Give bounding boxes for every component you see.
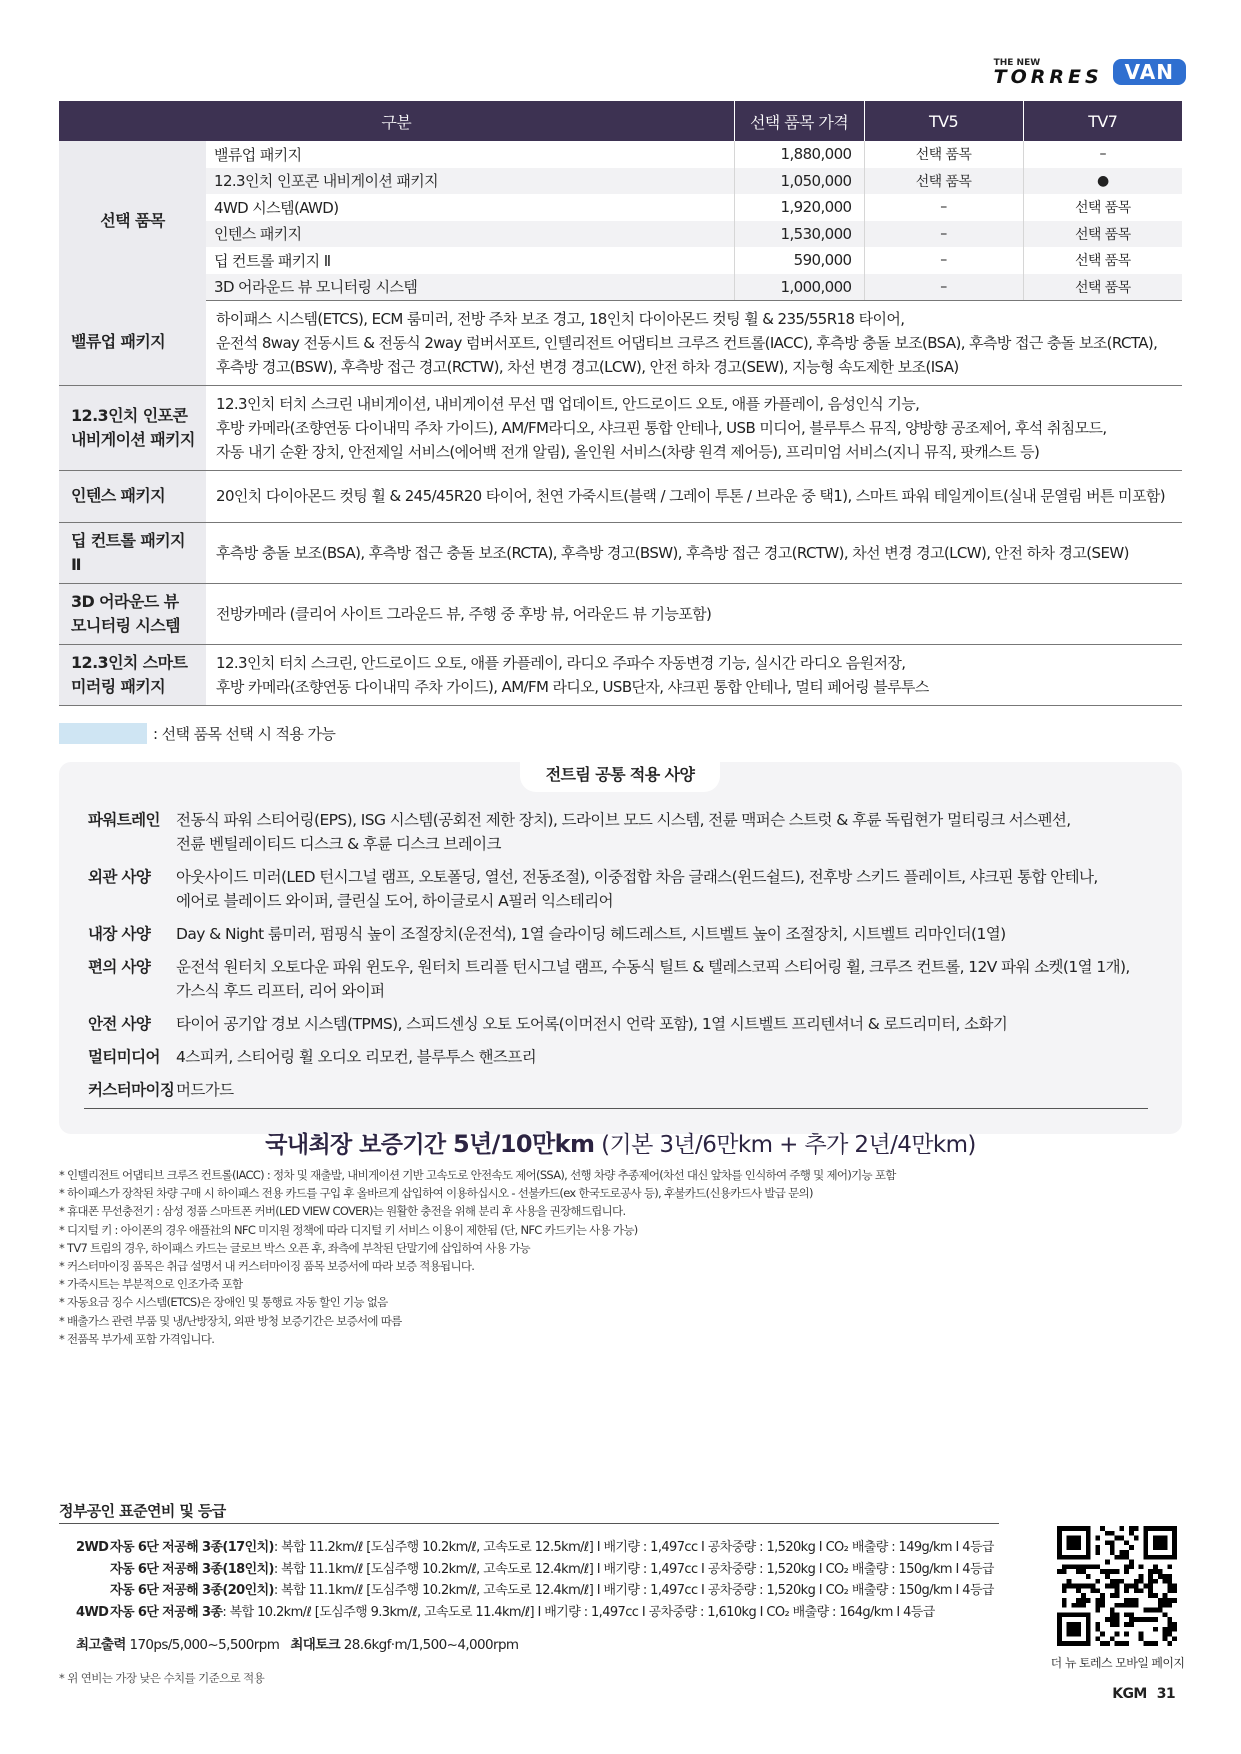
package-label: 인텐스 패키지: [59, 470, 206, 522]
legend: [59, 723, 335, 744]
footnote: * 디지털 키 : 아이폰의 경우 애플社의 NFC 미지원 정책에 따라 디지털 키 서비스 이용이 제한됨 (단, NFC 카드키는 사용 가능): [59, 1222, 638, 1237]
power-label: 최고출력: [76, 1637, 126, 1653]
common-spec-label: 커스터마이징: [88, 1081, 175, 1099]
option-price: 1,920,000: [734, 194, 864, 221]
fuel-list: [76, 1537, 994, 1623]
common-spec-row: [88, 1012, 1178, 1036]
package-description: 하이패스 시스템(ETCS), ECM 룸미러, 전방 주차 보조 경고, 18인치 다이아몬드 컷팅 휠 & 235/55R18 타이어, 운전석 8way 전동시트 & 전동식 2way 럼버서포트, 인텔리전트 어댑티브 크루즈 컨트롤(IACC), 후측방 충돌 보조(BSA), 후측방 접근 충돌 보조(RCTA), 후측방 경고(BSW), 후측방 접근 경고(RCTW), 차선 변경 경고(LCW), 안전 하차 경고(SEW), 지능형 속도제한 보조(ISA): [206, 300, 1182, 385]
option-tv7: ●: [1023, 168, 1182, 195]
option-tv5: –: [864, 247, 1023, 274]
package-description: 12.3인치 터치 스크린 내비게이션, 내비게이션 무선 맵 업데이트, 안드로이드 오토, 애플 카플레이, 음성인식 기능, 후방 카메라(조향연동 다이내믹 주차 가이드), AM/FM라디오, 샤크핀 통합 안테나, USB 미디어, 블루투스 뮤직, 양방향 공조제어, 후석 취침모드, 자동 내기 순환 장치, 안전제일 서비스(에어백 전개 알림), 올인원 서비스(차량 원격 제어등), 프리미엄 서비스(지니 뮤직, 팟캐스트 등): [206, 385, 1182, 470]
footnote: * 전품목 부가세 포함 가격입니다.: [59, 1331, 215, 1346]
option-name: 밸류업 패키지: [206, 141, 734, 168]
option-tv7: 선택 품목: [1023, 221, 1182, 248]
table-header: [59, 101, 1182, 141]
option-price: 1,880,000: [734, 141, 864, 168]
package-label: 3D 어라운드 뷰 모니터링 시스템: [59, 583, 206, 644]
footer-brand: KGM: [1112, 1686, 1147, 1702]
brand-badge: VAN: [1113, 59, 1186, 85]
common-spec-title: 전트림 공통 적용 사양: [520, 758, 720, 792]
fuel-drive: 4WD: [76, 1604, 109, 1620]
qr-code[interactable]: [1057, 1526, 1177, 1646]
common-spec-label: 편의 사양: [88, 958, 151, 976]
option-price: 590,000: [734, 247, 864, 274]
common-spec-text: 아웃사이드 미러(LED 턴시그널 램프, 오토폴딩, 열선, 전동조절), 이중접합 차음 글래스(윈드쉴드), 전후방 스키드 플레이트, 샤크핀 통합 안테나, 에어로 블레이드 와이퍼, 클린실 도어, 하이글로시 A필러 익스테리어: [176, 868, 1098, 910]
option-row: [59, 247, 1182, 274]
package-row: [59, 470, 1182, 522]
option-name: 12.3인치 인포콘 내비게이션 패키지: [206, 168, 734, 195]
package-description: 20인치 다이아몬드 컷팅 휠 & 245/45R20 타이어, 천연 가죽시트(블랙 / 그레이 투톤 / 브라운 중 택1), 스마트 파워 테일게이트(실내 문열림 버튼 미포함): [206, 470, 1182, 522]
common-spec-label: 파워트레인: [88, 811, 160, 829]
footnote: * 휴대폰 무선충전기 : 삼성 정품 스마트폰 커버(LED VIEW COVER)는 원활한 충전을 위해 분리 후 사용을 권장해드립니다.: [59, 1204, 626, 1219]
fuel-spec: : 복합 11.1km/ℓ [도심주행 10.2km/ℓ, 고속도로 12.4km/ℓ] I 배기량 : 1,497cc I 공차중량 : 1,520kg I CO₂ 배출량 : 150g/km I 4등급: [273, 1583, 994, 1598]
common-spec-label: 멀티미디어: [88, 1048, 160, 1066]
option-name: 3D 어라운드 뷰 모니터링 시스템: [206, 274, 734, 301]
footnote: * 가죽시트는 부분적으로 인조가죽 포함: [59, 1277, 243, 1292]
package-description: 전방카메라 (클리어 사이트 그라운드 뷰, 주행 중 후방 뷰, 어라운드 뷰 기능포함): [206, 583, 1182, 644]
brand-small: THE NEW: [993, 58, 1041, 68]
option-name: 4WD 시스템(AWD): [206, 194, 734, 221]
option-tv5: –: [864, 274, 1023, 301]
option-tv5: –: [864, 221, 1023, 248]
fuel-drive: 2WD: [76, 1540, 109, 1555]
torque-value: 28.6kgf·m/1,500~4,000rpm: [340, 1637, 519, 1653]
option-row: [59, 168, 1182, 195]
fuel-trim: 자동 6단 저공해 3종: [110, 1604, 223, 1620]
footnotes: [59, 1166, 896, 1348]
page-number: 31: [1156, 1686, 1175, 1702]
brand-logo: [994, 58, 1186, 86]
fuel-drive: [76, 1580, 110, 1602]
option-row: [59, 194, 1182, 221]
footnote: * 커스터마이징 품목은 취급 설명서 내 커스터마이징 품목 보증서에 따라 보증 적용됩니다.: [59, 1259, 475, 1274]
package-description: 후측방 충돌 보조(BSA), 후측방 접근 충돌 보조(RCTA), 후측방 경고(BSW), 후측방 접근 경고(RCTW), 차선 변경 경고(LCW), 안전 하차 경고(SEW): [206, 522, 1182, 583]
power-value: 170ps/5,000~5,500rpm: [125, 1637, 280, 1653]
option-tv7: 선택 품목: [1023, 194, 1182, 221]
common-spec-text: Day & Night 룸미러, 펌핑식 높이 조절장치(운전석), 1열 슬라이딩 헤드레스트, 시트벨트 높이 조절장치, 시트벨트 리마인더(1열): [176, 925, 1006, 943]
common-spec-label: 내장 사양: [88, 925, 151, 943]
warranty-detail: (기본 3년/6만km + 추가 2년/4만km): [594, 1132, 976, 1158]
header-tv7: TV7: [1023, 101, 1182, 141]
performance: [76, 1633, 518, 1653]
torque-label: 최대토크: [290, 1637, 341, 1653]
common-spec-row: [88, 955, 1178, 1003]
fuel-drive: [76, 1559, 110, 1581]
package-label: 12.3인치 스마트 미러링 패키지: [59, 644, 206, 705]
package-label: 12.3인치 인포콘 내비게이션 패키지: [59, 385, 206, 470]
brand-wordmark: TORRES: [993, 66, 1103, 88]
page-footer: [1102, 1686, 1175, 1702]
option-price: 1,530,000: [734, 221, 864, 248]
warranty-banner: [0, 1124, 1241, 1159]
common-spec-row: [88, 1078, 1178, 1102]
warranty-main: 5년/10만km: [452, 1130, 595, 1158]
package-row: [59, 644, 1182, 705]
option-name: 딥 컨트롤 패키지 Ⅱ: [206, 247, 734, 274]
common-spec-row: [88, 922, 1178, 946]
package-row: [59, 300, 1182, 385]
option-price: 1,000,000: [734, 274, 864, 301]
option-tv7: 선택 품목: [1023, 247, 1182, 274]
fuel-row: [76, 1537, 994, 1559]
fuel-row: [76, 1559, 994, 1581]
fuel-spec: : 복합 11.1km/ℓ [도심주행 10.2km/ℓ, 고속도로 12.4km/ℓ] I 배기량 : 1,497cc I 공차중량 : 1,520kg I CO₂ 배출량 : 150g/km I 4등급: [273, 1561, 994, 1577]
footnote: * 인텔리전트 어댑티브 크루즈 컨트롤(IACC) : 정차 및 재출발, 내비게이션 기반 고속도로 안전속도 제어(SSA), 선행 차량 추종제어(차선 대신 앞차를 인식하여 주행 및 제어)기능 포함: [59, 1168, 896, 1182]
header-category: 구분: [59, 101, 734, 141]
option-row: [59, 221, 1182, 248]
option-price: 1,050,000: [734, 168, 864, 195]
common-spec-label: 외관 사양: [88, 868, 151, 886]
header-price: 선택 품목 가격: [734, 101, 864, 141]
qr-caption: 더 뉴 토레스 모바일 페이지: [1050, 1656, 1185, 1670]
common-spec-row: [88, 1045, 1178, 1069]
fuel-spec: : 복합 10.2km/ℓ [도심주행 9.3km/ℓ, 고속도로 11.4km/ℓ] I 배기량 : 1,497cc I 공차중량 : 1,610kg I CO₂ 배출량 : 164g/km I 4등급: [222, 1604, 935, 1620]
common-spec-text: 전동식 파워 스티어링(EPS), ISG 시스템(공회전 제한 장치), 드라이브 모드 시스템, 전륜 맥퍼슨 스트럿 & 후륜 독립현가 멀티링크 서스펜션, 전륜 벤틸레이티드 디스크 & 후륜 디스크 브레이크: [176, 811, 1071, 853]
warranty-prefix: 국내최장 보증기간: [265, 1132, 453, 1158]
footnote: * 하이패스가 장착된 차량 구매 시 하이패스 전용 카드를 구입 후 올바르게 삽입하여 이용하십시오 - 선불카드(ex 한국도로공사 등), 후불카드(신용카드사 발급 문의): [59, 1186, 813, 1201]
option-tv5: 선택 품목: [864, 168, 1023, 195]
option-name: 인텐스 패키지: [206, 221, 734, 248]
fuel-trim: 자동 6단 저공해 3종(20인치): [110, 1583, 274, 1598]
common-spec-text: 4스피커, 스티어링 휠 오디오 리모컨, 블루투스 핸즈프리: [176, 1048, 537, 1066]
options-label: 선택 품목: [59, 141, 206, 300]
package-label: 밸류업 패키지: [59, 300, 206, 385]
fuel-trim: 자동 6단 저공해 3종(17인치): [110, 1540, 274, 1555]
fuel-note: * 위 연비는 가장 낮은 수치를 기준으로 적용: [59, 1671, 265, 1685]
divider: [84, 1108, 1148, 1109]
legend-swatch: [59, 723, 147, 744]
common-spec-text: 운전석 원터치 오토다운 파워 윈도우, 원터치 트리플 턴시그널 램프, 수동식 틸트 & 텔레스코픽 스티어링 휠, 크루즈 컨트롤, 12V 파워 소켓(1열 1개), 가스식 후드 리프터, 리어 와이퍼: [176, 958, 1130, 1000]
common-spec-label: 안전 사양: [88, 1015, 151, 1033]
legend-text: : 선택 품목 선택 시 적용 가능: [153, 725, 336, 743]
package-row: [59, 583, 1182, 644]
common-spec-row: [88, 808, 1178, 856]
divider: [59, 1523, 999, 1524]
option-tv7: –: [1023, 141, 1182, 168]
package-description: 12.3인치 터치 스크린, 안드로이드 오토, 애플 카플레이, 라디오 주파수 자동변경 기능, 실시간 라디오 음원저장, 후방 카메라(조향연동 다이내믹 주차 가이드), AM/FM 라디오, USB단자, 샤크핀 통합 안테나, 멀티 페어링 블루투스: [206, 644, 1182, 705]
option-row: [59, 141, 1182, 168]
footnote: * 자동요금 징수 시스템(ETCS)은 장애인 및 통행료 자동 할인 기능 없음: [59, 1295, 388, 1310]
footnote: * TV7 트림의 경우, 하이패스 카드는 글로브 박스 오픈 후, 좌측에 부착된 단말기에 삽입하여 사용 가능: [59, 1240, 530, 1255]
fuel-title: 정부공인 표준연비 및 등급: [59, 1502, 226, 1520]
common-spec-list: [88, 808, 1178, 1111]
fuel-trim: 자동 6단 저공해 3종(18인치): [110, 1561, 274, 1577]
option-row: [59, 274, 1182, 301]
fuel-row: [76, 1602, 994, 1624]
fuel-spec: : 복합 11.2km/ℓ [도심주행 10.2km/ℓ, 고속도로 12.5km/ℓ] I 배기량 : 1,497cc I 공차중량 : 1,520kg I CO₂ 배출량 : 149g/km I 4등급: [273, 1540, 994, 1555]
footnote: * 배출가스 관련 부품 및 냉/난방장치, 외판 방청 보증기간은 보증서에 따름: [59, 1313, 402, 1328]
common-spec-row: [88, 865, 1178, 913]
header-tv5: TV5: [864, 101, 1023, 141]
package-label: 딥 컨트롤 패키지 Ⅱ: [59, 522, 206, 583]
option-tv5: 선택 품목: [864, 141, 1023, 168]
fuel-row: [76, 1580, 994, 1602]
option-tv7: 선택 품목: [1023, 274, 1182, 301]
option-tv5: –: [864, 194, 1023, 221]
option-table: [59, 101, 1182, 706]
common-spec-text: 타이어 공기압 경보 시스템(TPMS), 스피드센싱 오토 도어록(이머전시 언락 포함), 1열 시트벨트 프리텐셔너 & 로드리미터, 소화기: [176, 1015, 1008, 1033]
common-spec-text: 머드가드: [176, 1081, 234, 1099]
package-row: [59, 522, 1182, 583]
package-row: [59, 385, 1182, 470]
